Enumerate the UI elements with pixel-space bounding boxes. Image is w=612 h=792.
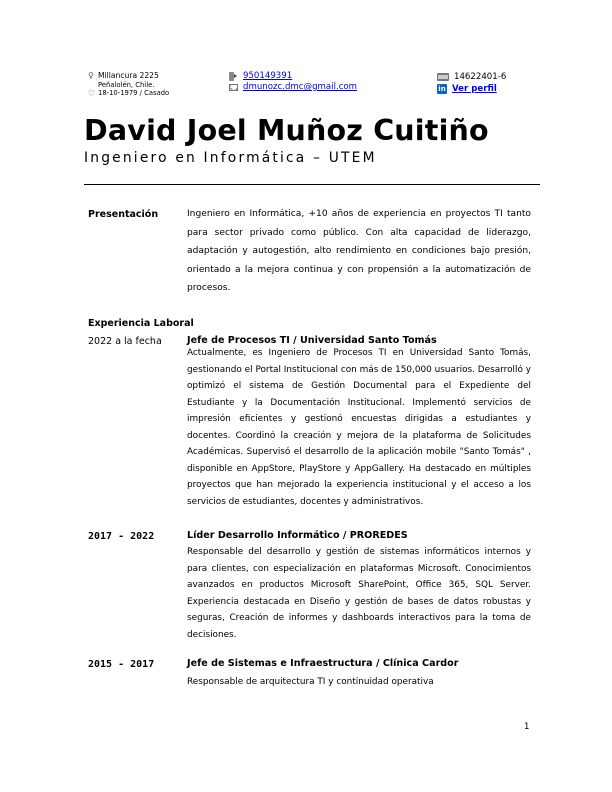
job-description: Responsable de arquitectura TI y continuidad operativa	[187, 677, 434, 687]
id-card-icon	[437, 73, 449, 81]
email-link[interactable]: dmunozc.dmc@gmail.com	[243, 82, 358, 92]
header-divider	[84, 184, 540, 185]
phone-row	[229, 71, 357, 82]
job-period: 2015 - 2017	[88, 659, 155, 670]
birth-status: 18-10-1979 / Casado	[98, 88, 170, 97]
address-line2: Peñalolén, Chile.	[98, 80, 155, 89]
contact-identity	[437, 71, 506, 95]
candidate-title: Ingeniero en Informática – UTEM	[84, 150, 377, 166]
job-title: Jefe de Procesos TI / Universidad Santo Tomás	[187, 335, 437, 346]
linkedin-icon: in	[438, 85, 446, 93]
envelope-icon	[229, 84, 238, 91]
email-row	[229, 82, 357, 93]
contact-personal	[88, 71, 169, 98]
phone-icon	[229, 72, 237, 81]
contact-communication	[229, 71, 357, 93]
address-line1: Millancura 2225	[98, 71, 159, 80]
job-title: Líder Desarrollo Informático / PROREDES	[187, 530, 408, 541]
job-title: Jefe de Sistemas e Infraestructura / Clínica Cardor	[187, 658, 459, 669]
heart-icon: ♡	[88, 88, 96, 98]
job-period: 2022 a la fecha	[88, 336, 162, 347]
job-description: Actualmente, es Ingeniero de Procesos TI en Universidad Santo Tomás, gestionando el Portal Institucional con más de 150,000 usuarios. Desarrolló y optimizó el sistema de Gestión Documental para el Expediente del Estudiante y la Documentación Institucional. Implementó servicios de impresión eficientes y gestionó encuestas dirigidas a estudiantes y docentes. Coordinó la creación y mejora de la plataforma de Solicitudes Académicas. Supervisó el desarrollo de la aplicación mobile "Santo Tomás" , disponible en AppStore, PlayStore y AppGallery. Ha destacado en múltiples proyectos que han mejorado la experiencia institucional y el acceso a los servicios de estudiantes, docentes y administrativos.	[187, 348, 531, 507]
location-pin-icon: ♀	[88, 71, 94, 80]
id-row	[437, 71, 506, 83]
id-number: 14622401-6	[454, 72, 507, 82]
linkedin-link[interactable]: Ver perfil	[452, 84, 497, 94]
candidate-name: David Joel Muñoz Cuitiño	[84, 114, 489, 147]
experience-heading: Experiencia Laboral	[88, 318, 194, 329]
job-period: 2017 - 2022	[88, 531, 155, 542]
linkedin-row	[437, 83, 506, 95]
presentation-label: Presentación	[88, 209, 159, 220]
presentation-text: Ingeniero en Informática, +10 años de experiencia en proyectos TI tanto para sector privado como público. Con alta capacidad de liderazgo, adaptación y autogestión, alto rendimiento en condiciones bajo presión, orientado a la mejora continua y con propensión a la automatización de procesos.	[187, 209, 531, 294]
page-number: 1	[524, 722, 530, 732]
address-row	[88, 71, 169, 81]
phone-link[interactable]: 950149391	[243, 71, 293, 81]
job-description: Responsable del desarrollo y gestión de sistemas informáticos internos y para clientes, con especialización en plataformas Microsoft. Conocimientos avanzados en productos Microsoft SharePoint, Office 365, SQL Server. Experiencia destacada en Diseño y gestión de bases de datos robustas y seguras, Creación de informes y dashboards interactivos para la toma de decisiones.	[187, 547, 531, 640]
birth-status-row	[88, 89, 169, 99]
